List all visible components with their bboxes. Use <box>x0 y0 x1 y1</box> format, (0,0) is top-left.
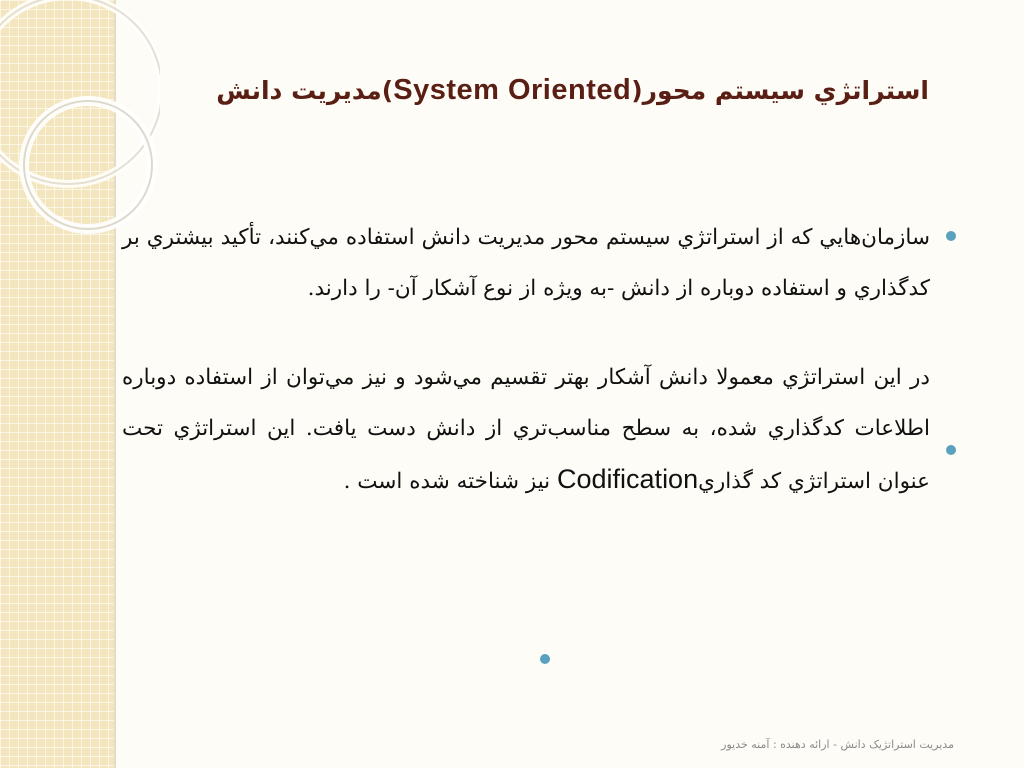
title-latin: System Oriented <box>393 74 632 106</box>
bullet-2-text: در اين استراتژي معمولا دانش آشکار بهتر تقسيم مي‌شود و نيز مي‌توان از استفاده دوباره اطلاعات کدگذاري شده، به سطح مناسب‌تري از دانش دست يافت. اين استراتژي تحت عنوان استراتژي کد گذاري <box>122 365 930 494</box>
title-main: استراتژي سيستم محور <box>642 76 929 105</box>
bullet-2-tail: نيز شناخته شده است . <box>343 469 558 494</box>
bullet-1-text: سازمان‌هايي که از استراتژي سيستم محور مديريت دانش استفاده مي‌کنند، تأکيد بيشتري بر کدگذاري و استفاده دوباره از دانش -به ويژه از نوع آشکار آن- را دارند. <box>122 225 930 301</box>
title-paren-close: ) <box>381 76 394 105</box>
title-tail: مديريت دانش <box>216 76 382 105</box>
title-paren-open: ( <box>631 76 643 105</box>
slide-footer: مديريت استراتژيک دانش - ارائه دهنده : آمنه خديور <box>721 738 954 751</box>
slide-content <box>122 212 930 507</box>
bullet-2-latin: Codification <box>557 464 699 494</box>
bullet-dot-1 <box>946 231 956 241</box>
slide-title <box>216 74 929 107</box>
bullet-dot-2 <box>946 445 956 455</box>
bullet-dot-3 <box>540 654 550 664</box>
bullet-2 <box>122 352 930 507</box>
bullet-1 <box>122 212 930 314</box>
